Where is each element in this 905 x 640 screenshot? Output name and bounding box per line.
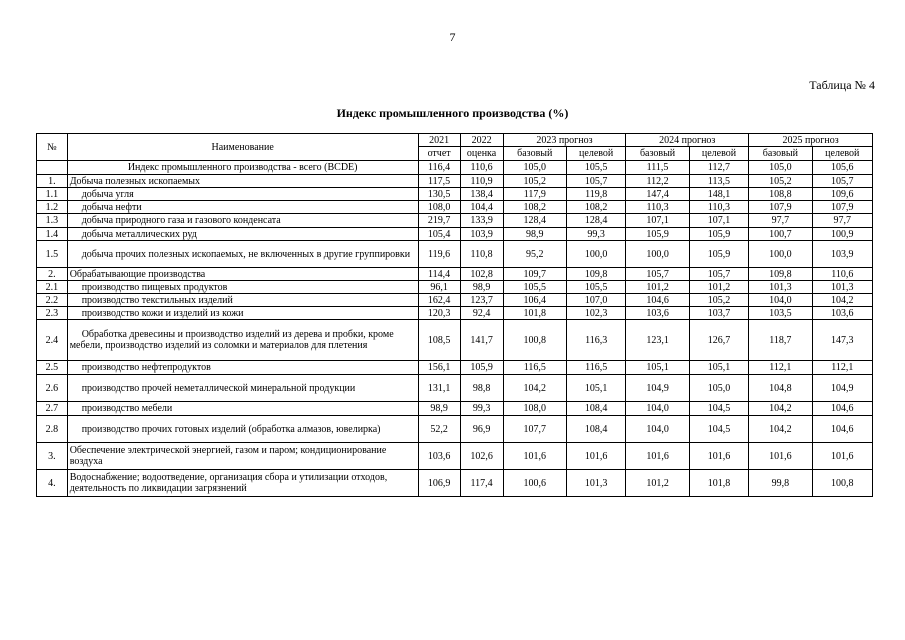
value-cell: 104,6 xyxy=(626,294,689,307)
value-cell: 105,9 xyxy=(460,361,503,375)
value-cell: 96,1 xyxy=(418,281,460,294)
value-cell: 104,4 xyxy=(460,201,503,214)
value-cell: 101,6 xyxy=(566,443,625,470)
value-cell: 106,9 xyxy=(418,470,460,497)
value-cell: 105,2 xyxy=(689,294,748,307)
value-cell: 147,4 xyxy=(626,188,689,201)
value-cell: 123,7 xyxy=(460,294,503,307)
value-cell: 107,0 xyxy=(566,294,625,307)
table-row xyxy=(37,470,873,497)
value-cell: 102,3 xyxy=(566,307,625,320)
value-cell: 107,1 xyxy=(689,214,748,228)
value-cell: 113,5 xyxy=(689,175,748,188)
value-cell: 117,5 xyxy=(418,175,460,188)
industrial-index-table xyxy=(36,133,873,497)
value-cell: 100,0 xyxy=(566,241,625,268)
value-cell: 100,0 xyxy=(749,241,812,268)
value-cell: 104,2 xyxy=(503,375,566,402)
value-cell: 104,0 xyxy=(626,416,689,443)
value-cell: 114,4 xyxy=(418,268,460,281)
value-cell: 105,7 xyxy=(626,268,689,281)
value-cell: 112,1 xyxy=(812,361,872,375)
value-cell: 104,6 xyxy=(812,416,872,443)
row-name: Обрабатывающие производства xyxy=(67,268,418,281)
row-name: производство мебели xyxy=(67,402,418,416)
value-cell: 104,5 xyxy=(689,402,748,416)
row-code: 2.7 xyxy=(37,402,68,416)
table-row xyxy=(37,320,873,361)
value-cell: 112,7 xyxy=(689,161,748,175)
value-cell: 103,5 xyxy=(749,307,812,320)
value-cell: 95,2 xyxy=(503,241,566,268)
value-cell: 117,4 xyxy=(460,470,503,497)
value-cell: 104,9 xyxy=(812,375,872,402)
value-cell: 101,8 xyxy=(503,307,566,320)
row-name: производство кожи и изделий из кожи xyxy=(67,307,418,320)
value-cell: 105,5 xyxy=(566,281,625,294)
row-name: добыча угля xyxy=(67,188,418,201)
value-cell: 131,1 xyxy=(418,375,460,402)
row-code: 2.4 xyxy=(37,320,68,361)
row-code: 2.5 xyxy=(37,361,68,375)
table-row xyxy=(37,281,873,294)
header-2025-base: базовый xyxy=(749,147,812,161)
value-cell: 109,7 xyxy=(503,268,566,281)
table-label: Таблица № 4 xyxy=(809,78,875,92)
value-cell: 101,6 xyxy=(749,443,812,470)
value-cell: 105,1 xyxy=(626,361,689,375)
value-cell: 107,7 xyxy=(503,416,566,443)
value-cell: 97,7 xyxy=(812,214,872,228)
value-cell: 116,4 xyxy=(418,161,460,175)
value-cell: 112,1 xyxy=(749,361,812,375)
value-cell: 98,9 xyxy=(503,228,566,241)
row-code: 1.3 xyxy=(37,214,68,228)
value-cell: 109,6 xyxy=(812,188,872,201)
value-cell: 105,9 xyxy=(689,228,748,241)
row-code: 4. xyxy=(37,470,68,497)
value-cell: 100,7 xyxy=(749,228,812,241)
value-cell: 101,2 xyxy=(626,470,689,497)
row-name: Обеспечение электрической энергией, газом и паром; кондиционирование воздуха xyxy=(67,443,418,470)
value-cell: 126,7 xyxy=(689,320,748,361)
value-cell: 107,1 xyxy=(626,214,689,228)
row-name: производство прочей неметаллической минеральной продукции xyxy=(67,375,418,402)
header-2023-forecast: 2023 прогноз xyxy=(503,134,626,147)
value-cell: 105,2 xyxy=(749,175,812,188)
value-cell: 111,5 xyxy=(626,161,689,175)
value-cell: 109,8 xyxy=(566,268,625,281)
value-cell: 101,8 xyxy=(689,470,748,497)
value-cell: 107,9 xyxy=(812,201,872,214)
value-cell: 101,6 xyxy=(503,443,566,470)
value-cell: 103,6 xyxy=(812,307,872,320)
header-2022-estimate: оценка xyxy=(460,147,503,161)
value-cell: 110,3 xyxy=(626,201,689,214)
value-cell: 108,5 xyxy=(418,320,460,361)
value-cell: 110,6 xyxy=(812,268,872,281)
value-cell: 156,1 xyxy=(418,361,460,375)
row-name: Индекс промышленного производства - всего (BCDE) xyxy=(67,161,418,175)
value-cell: 110,6 xyxy=(460,161,503,175)
value-cell: 119,6 xyxy=(418,241,460,268)
table-row xyxy=(37,161,873,175)
value-cell: 105,2 xyxy=(503,175,566,188)
table-row xyxy=(37,307,873,320)
value-cell: 108,0 xyxy=(418,201,460,214)
header-2024-target: целевой xyxy=(689,147,748,161)
row-code: 2.1 xyxy=(37,281,68,294)
value-cell: 108,4 xyxy=(566,402,625,416)
row-code: 1.1 xyxy=(37,188,68,201)
value-cell: 141,7 xyxy=(460,320,503,361)
table-row xyxy=(37,294,873,307)
value-cell: 105,7 xyxy=(566,175,625,188)
value-cell: 138,4 xyxy=(460,188,503,201)
row-name: Добыча полезных ископаемых xyxy=(67,175,418,188)
value-cell: 120,3 xyxy=(418,307,460,320)
table-row xyxy=(37,402,873,416)
row-code: 2.3 xyxy=(37,307,68,320)
value-cell: 128,4 xyxy=(503,214,566,228)
value-cell: 104,2 xyxy=(749,402,812,416)
row-code: 3. xyxy=(37,443,68,470)
value-cell: 100,6 xyxy=(503,470,566,497)
table-row xyxy=(37,443,873,470)
value-cell: 106,4 xyxy=(503,294,566,307)
value-cell: 105,0 xyxy=(689,375,748,402)
table-row xyxy=(37,416,873,443)
value-cell: 98,9 xyxy=(418,402,460,416)
value-cell: 99,3 xyxy=(566,228,625,241)
header-number: № xyxy=(37,134,68,161)
value-cell: 98,9 xyxy=(460,281,503,294)
table-row xyxy=(37,361,873,375)
header-2025-forecast: 2025 прогноз xyxy=(749,134,873,147)
value-cell: 104,0 xyxy=(749,294,812,307)
value-cell: 100,0 xyxy=(626,241,689,268)
value-cell: 103,9 xyxy=(460,228,503,241)
value-cell: 117,9 xyxy=(503,188,566,201)
value-cell: 103,6 xyxy=(418,443,460,470)
header-name: Наименование xyxy=(67,134,418,161)
header-2024-forecast: 2024 прогноз xyxy=(626,134,749,147)
value-cell: 101,2 xyxy=(626,281,689,294)
value-cell: 105,9 xyxy=(626,228,689,241)
header-2021-report: отчет xyxy=(418,147,460,161)
row-code: 1. xyxy=(37,175,68,188)
value-cell: 110,8 xyxy=(460,241,503,268)
value-cell: 92,4 xyxy=(460,307,503,320)
value-cell: 110,9 xyxy=(460,175,503,188)
row-name: добыча нефти xyxy=(67,201,418,214)
value-cell: 101,6 xyxy=(812,443,872,470)
table-row xyxy=(37,268,873,281)
value-cell: 105,6 xyxy=(812,161,872,175)
value-cell: 104,2 xyxy=(749,416,812,443)
row-code xyxy=(37,161,68,175)
header-2023-base: базовый xyxy=(503,147,566,161)
table-title: Индекс промышленного производства (%) xyxy=(336,106,569,120)
value-cell: 100,8 xyxy=(503,320,566,361)
row-name: производство нефтепродуктов xyxy=(67,361,418,375)
value-cell: 96,9 xyxy=(460,416,503,443)
value-cell: 108,2 xyxy=(566,201,625,214)
value-cell: 133,9 xyxy=(460,214,503,228)
row-name: добыча металлических руд xyxy=(67,228,418,241)
value-cell: 103,7 xyxy=(689,307,748,320)
value-cell: 105,5 xyxy=(503,281,566,294)
value-cell: 104,9 xyxy=(626,375,689,402)
value-cell: 107,9 xyxy=(749,201,812,214)
value-cell: 119,8 xyxy=(566,188,625,201)
value-cell: 112,2 xyxy=(626,175,689,188)
value-cell: 148,1 xyxy=(689,188,748,201)
value-cell: 104,5 xyxy=(689,416,748,443)
value-cell: 105,9 xyxy=(689,241,748,268)
table-row xyxy=(37,188,873,201)
value-cell: 105,7 xyxy=(689,268,748,281)
row-name: Обработка древесины и производство изделий из дерева и пробки, кроме мебели, производство изделий из соломки и материалов для плетения xyxy=(67,320,418,361)
value-cell: 103,9 xyxy=(812,241,872,268)
header-2023-target: целевой xyxy=(566,147,625,161)
table-row xyxy=(37,175,873,188)
value-cell: 104,8 xyxy=(749,375,812,402)
value-cell: 116,3 xyxy=(566,320,625,361)
value-cell: 108,0 xyxy=(503,402,566,416)
header-2024-base: базовый xyxy=(626,147,689,161)
row-name: добыча природного газа и газового конденсата xyxy=(67,214,418,228)
row-code: 1.5 xyxy=(37,241,68,268)
table-row xyxy=(37,214,873,228)
value-cell: 101,2 xyxy=(689,281,748,294)
value-cell: 118,7 xyxy=(749,320,812,361)
row-code: 2.8 xyxy=(37,416,68,443)
value-cell: 105,7 xyxy=(812,175,872,188)
row-name: производство текстильных изделий xyxy=(67,294,418,307)
row-code: 2.6 xyxy=(37,375,68,402)
table-row xyxy=(37,228,873,241)
row-code: 1.4 xyxy=(37,228,68,241)
page-number: 7 xyxy=(449,30,456,44)
value-cell: 101,6 xyxy=(689,443,748,470)
header-2022: 2022 xyxy=(460,134,503,147)
value-cell: 123,1 xyxy=(626,320,689,361)
value-cell: 100,9 xyxy=(812,228,872,241)
header-2021: 2021 xyxy=(418,134,460,147)
value-cell: 128,4 xyxy=(566,214,625,228)
row-code: 2.2 xyxy=(37,294,68,307)
value-cell: 105,0 xyxy=(503,161,566,175)
value-cell: 98,8 xyxy=(460,375,503,402)
value-cell: 105,1 xyxy=(689,361,748,375)
value-cell: 104,6 xyxy=(812,402,872,416)
value-cell: 105,0 xyxy=(749,161,812,175)
value-cell: 99,8 xyxy=(749,470,812,497)
value-cell: 105,5 xyxy=(566,161,625,175)
value-cell: 101,3 xyxy=(812,281,872,294)
table-row xyxy=(37,241,873,268)
row-name: добыча прочих полезных ископаемых, не включенных в другие группировки xyxy=(67,241,418,268)
row-name: производство пищевых продуктов xyxy=(67,281,418,294)
value-cell: 105,1 xyxy=(566,375,625,402)
value-cell: 109,8 xyxy=(749,268,812,281)
row-name: Водоснабжение; водоотведение, организация сбора и утилизации отходов, деятельность по ликвидации загрязнений xyxy=(67,470,418,497)
value-cell: 130,5 xyxy=(418,188,460,201)
value-cell: 101,6 xyxy=(626,443,689,470)
value-cell: 162,4 xyxy=(418,294,460,307)
value-cell: 110,3 xyxy=(689,201,748,214)
row-code: 2. xyxy=(37,268,68,281)
value-cell: 219,7 xyxy=(418,214,460,228)
value-cell: 102,8 xyxy=(460,268,503,281)
value-cell: 101,3 xyxy=(566,470,625,497)
value-cell: 108,2 xyxy=(503,201,566,214)
value-cell: 104,0 xyxy=(626,402,689,416)
row-name: производство прочих готовых изделий (обработка алмазов, ювелирка) xyxy=(67,416,418,443)
value-cell: 97,7 xyxy=(749,214,812,228)
header-2025-target: целевой xyxy=(812,147,872,161)
row-code: 1.2 xyxy=(37,201,68,214)
value-cell: 99,3 xyxy=(460,402,503,416)
value-cell: 101,3 xyxy=(749,281,812,294)
value-cell: 102,6 xyxy=(460,443,503,470)
value-cell: 104,2 xyxy=(812,294,872,307)
value-cell: 116,5 xyxy=(566,361,625,375)
value-cell: 52,2 xyxy=(418,416,460,443)
value-cell: 147,3 xyxy=(812,320,872,361)
value-cell: 108,8 xyxy=(749,188,812,201)
value-cell: 105,4 xyxy=(418,228,460,241)
table-row xyxy=(37,375,873,402)
value-cell: 108,4 xyxy=(566,416,625,443)
table-row xyxy=(37,201,873,214)
value-cell: 116,5 xyxy=(503,361,566,375)
value-cell: 103,6 xyxy=(626,307,689,320)
value-cell: 100,8 xyxy=(812,470,872,497)
